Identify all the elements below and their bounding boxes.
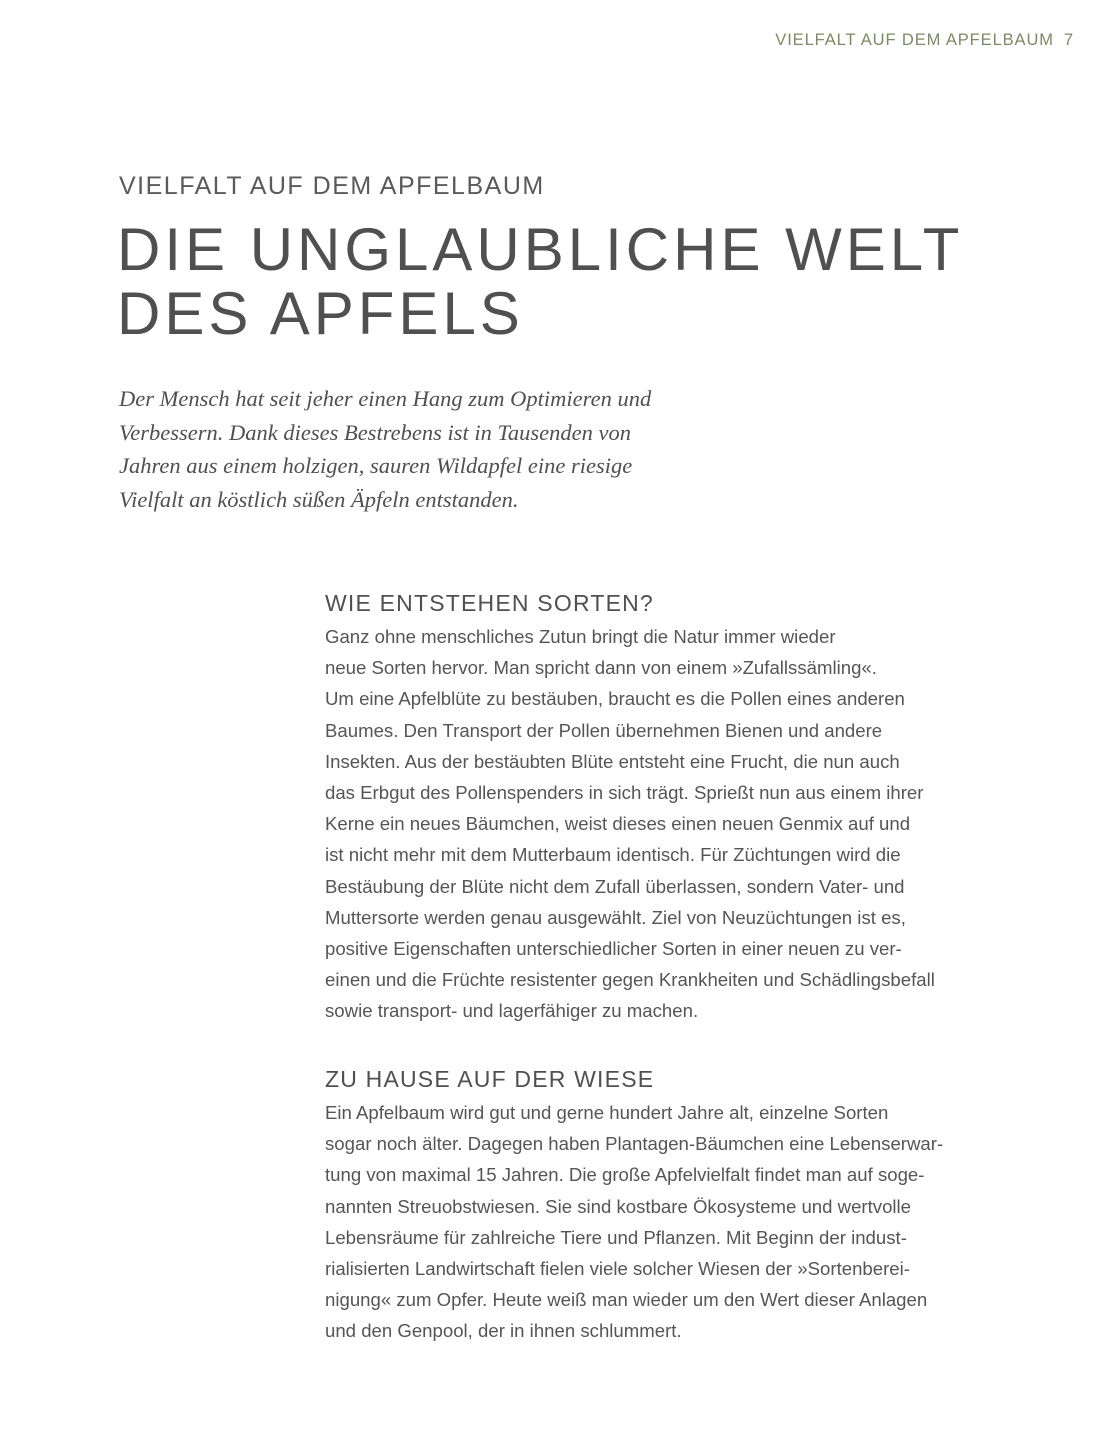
section-wie-entstehen-sorten: [325, 590, 1055, 1027]
page-number: 7: [1063, 31, 1074, 49]
body-line: Ganz ohne menschliches Zutun bringt die Natur immer wieder: [325, 626, 836, 647]
title-line: DIE UNGLAUBLICHE WELT: [117, 216, 964, 283]
lead-line: Verbessern. Dank dieses Bestrebens ist in Tausenden von: [119, 419, 632, 445]
section-zu-hause-auf-der-wiese: [325, 1066, 1055, 1347]
section-heading: WIE ENTSTEHEN SORTEN?: [325, 590, 654, 616]
lead-line: Der Mensch hat seit jeher einen Hang zum Optimieren und: [119, 386, 652, 411]
section-body: [325, 621, 1055, 1027]
running-header: [775, 31, 1074, 50]
body-line: Kerne ein neues Bäumchen, weist dieses einen neuen Genmix auf und: [325, 813, 911, 835]
body-line: sogar noch älter. Dagegen haben Plantagen-Bäumchen eine Lebenserwar-: [325, 1133, 944, 1155]
body-line: Baumes. Den Transport der Pollen übernehmen Bienen und andere: [325, 719, 883, 741]
running-header-title: VIELFALT AUF DEM APFELBAUM: [775, 31, 1054, 49]
body-line: Lebensräume für zahlreiche Tiere und Pflanzen. Mit Beginn der indust-: [325, 1226, 907, 1248]
title-line: DES APFELS: [117, 280, 524, 347]
section-body: [325, 1097, 1055, 1347]
body-line: nannten Streuobstwiesen. Sie sind kostbare Ökosysteme und wertvolle: [325, 1195, 912, 1217]
body-line: und den Genpool, der in ihnen schlummert.: [325, 1320, 682, 1342]
lead-line: Jahren aus einem holzigen, sauren Wildapfel eine riesige: [119, 453, 633, 478]
page-title: [117, 218, 1077, 346]
chapter-kicker: VIELFALT AUF DEM APFELBAUM: [119, 172, 545, 200]
body-line: das Erbgut des Pollenspenders in sich trägt. Sprießt nun aus einem ihrer: [325, 782, 924, 804]
body-line: Insekten. Aus der bestäubten Blüte entsteht eine Frucht, die nun auch: [325, 750, 900, 772]
body-line: Muttersorte werden genau ausgewählt. Ziel von Neuzüchtungen ist es,: [325, 906, 906, 928]
body-line: nigung« zum Opfer. Heute weiß man wieder um den Wert dieser Anlagen: [325, 1289, 928, 1311]
body-line: rialisierten Landwirtschaft fielen viele solcher Wiesen der »Sortenberei-: [325, 1258, 910, 1280]
body-line: einen und die Früchte resistenter gegen Krankheiten und Schädlingsbefall: [325, 969, 935, 991]
section-heading: ZU HAUSE AUF DER WIESE: [325, 1066, 655, 1092]
body-line: Ein Apfelbaum wird gut und gerne hundert Jahre alt, einzelne Sorten: [325, 1102, 889, 1123]
body-line: neue Sorten hervor. Man spricht dann von einem »Zufallssämling«.: [325, 657, 877, 679]
lead-paragraph: [119, 382, 719, 516]
body-line: sowie transport- und lagerfähiger zu machen.: [325, 1000, 699, 1022]
body-line: positive Eigenschaften unterschiedlicher Sorten in einer neuen zu ver-: [325, 938, 902, 960]
lead-line: Vielfalt an köstlich süßen Äpfeln entstanden.: [119, 486, 519, 512]
body-line: Um eine Apfelblüte zu bestäuben, braucht es die Pollen eines anderen: [325, 688, 905, 710]
body-line: Bestäubung der Blüte nicht dem Zufall überlassen, sondern Vater- und: [325, 875, 905, 897]
body-line: ist nicht mehr mit dem Mutterbaum identisch. Für Züchtungen wird die: [325, 844, 901, 866]
body-line: tung von maximal 15 Jahren. Die große Apfelvielfalt findet man auf soge-: [325, 1164, 925, 1186]
